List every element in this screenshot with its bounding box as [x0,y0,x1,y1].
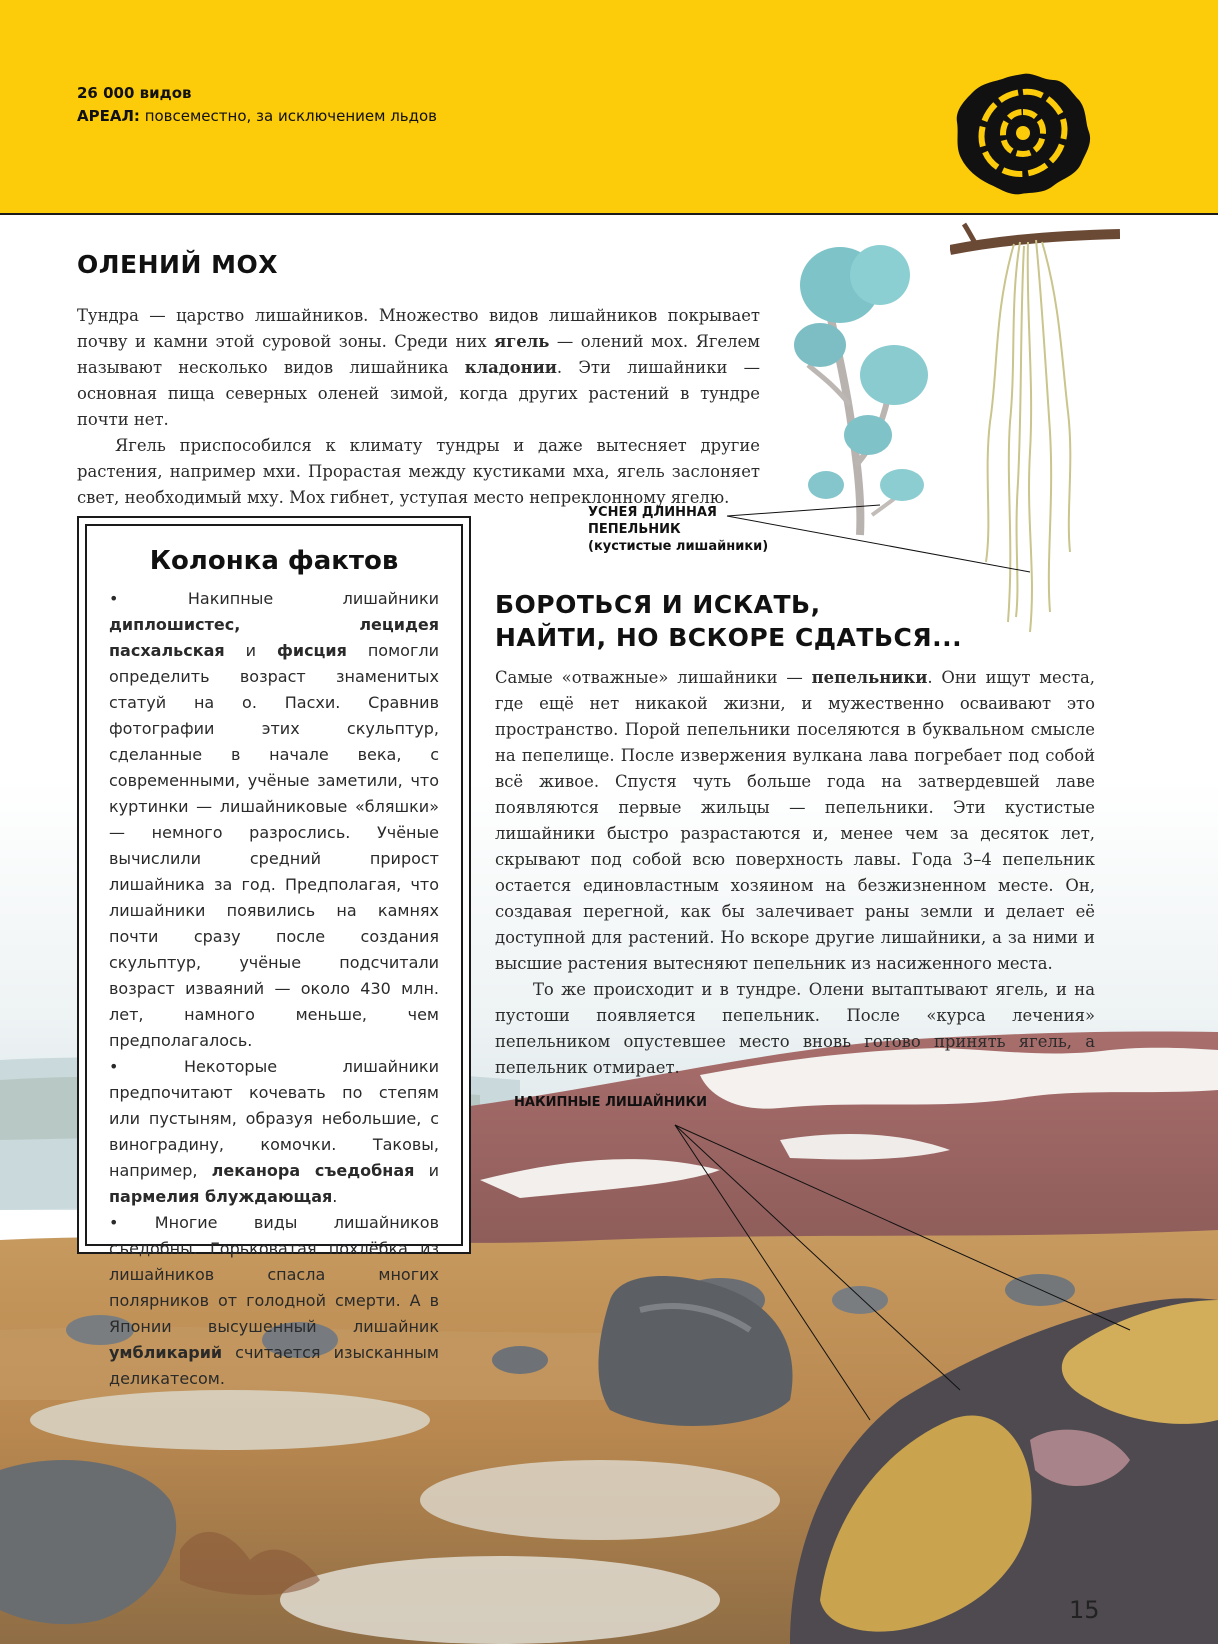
facts-title: Колонка фактов [149,546,399,576]
term-yagel: ягель [494,332,550,351]
paragraph: То же происходит и в тундре. Олени вытаптывают ягель, и на пустоши появляется пепельник. После «курса лечения» пепельником опустевшее место вновь готово принять ягель, а пепельник отмирает. [495,980,1095,1077]
paragraph: Ягель приспособился к климату тундры и даже вытесняет другие растения, например мхи. Прорастая между кустиками мха, ягель заслоняет свет, необходимый мху. Мох гибнет, уступая место непреклонному ягелю. [77,436,760,507]
cladonia-lichen-illustration [790,235,940,545]
species-count: 26 000 видов [77,84,192,102]
area-label: АРЕАЛ: [77,107,140,125]
facts-box [77,516,471,1388]
term-cladonia: кладонии [464,358,557,377]
term-pepelnik: пепельники [811,668,928,687]
crustose-lichens-label: НАКИПНЫЕ ЛИШАЙНИКИ [514,1095,708,1110]
paragraph: Тундра — царство лишайников. Множество видов лишайников покрывает почву и камни этой суровой зоны. Среди них ягель — олений мох. Ягелем называют несколько видов лишайника кладонии. Эти лишайники — основная пища северных оленей зимой, когда других растений в тундре почти нет. [77,306,760,429]
section-title-reindeer-moss: ОЛЕНИЙ МОХ [77,250,278,279]
reindeer-moss-text [77,303,760,511]
fact-item: • Некоторые лишайники предпочитают кочевать по степям или пустыням, образуя небольшие, с виноградину, комочки. Таковы, например, леканора съедобная и пармелия блуждающая. [109,1057,440,1206]
usnea-lichen-illustration [950,222,1120,642]
pioneer-lichens-text [495,665,1095,1081]
usnea-label: УСНЕЯ ДЛИННАЯ ПЕПЕЛЬНИК (кустистые лишайники) [588,505,769,554]
fact-item: • Накипные лишайники диплошистес, лецидея пасхальская и фисция помогли определить возраст знаменитых статуй на о. Пасхи. Сравнив фотографии этих скульптур, сделанные в начале века, с современными, учёные заметили, что куртинки — лишайниковые «бляшки» — немного разрослись. Учёные вычислили средний прирост лишайника за год. Предполагая, что лишайники появились на камнях почти сразу после создания скульптур, учёные подсчитали возраст изваяний — около 430 млн. лет, намного меньше, чем предполагалось. [109,589,439,1050]
section-title-struggle: БОРОТЬСЯ И ИСКАТЬ, НАЙТИ, НО ВСКОРЕ СДАТЬСЯ... [495,590,963,652]
facts-body [109,586,439,1392]
lichen-emblem-icon [953,70,1093,198]
area-value: повсеместно, за исключением льдов [139,107,438,125]
fact-item: • Многие виды лишайников съедобны. Горьковатая похлёбка из лишайников спасла многих полярников от голодной смерти. А в Японии высушенный лишайник умбликарий считается изысканным деликатесом. [109,1213,439,1388]
facts-box-frame [85,524,463,1388]
habitat-area [77,107,437,125]
page-number: 15 [1069,1596,1100,1624]
paragraph: Самые «отважные» лишайники — пепельники. Они ищут места, где ещё нет никакой жизни, и мужественно осваивают это пространство. Порой пепельники поселяются в буквальном смысле на пепелище. После извержения вулкана лава погребает под собой всё живое. Спустя чуть больше года на затвердевшей лаве появляются первые жильцы — пепельники. Эти кустистые лишайники быстро разрастаются и, менее чем за десяток лет, скрывают под собой всю поверхность лавы. Года 3–4 пепельник остается единовластным хозяином на безжизненном месте. Он, создавая перегной, как бы залечивает раны земли и делает её доступной для растений. Но вскоре другие лишайники, а за ними и высшие растения вытесняют пепельник из насиженного места. [495,668,1095,973]
